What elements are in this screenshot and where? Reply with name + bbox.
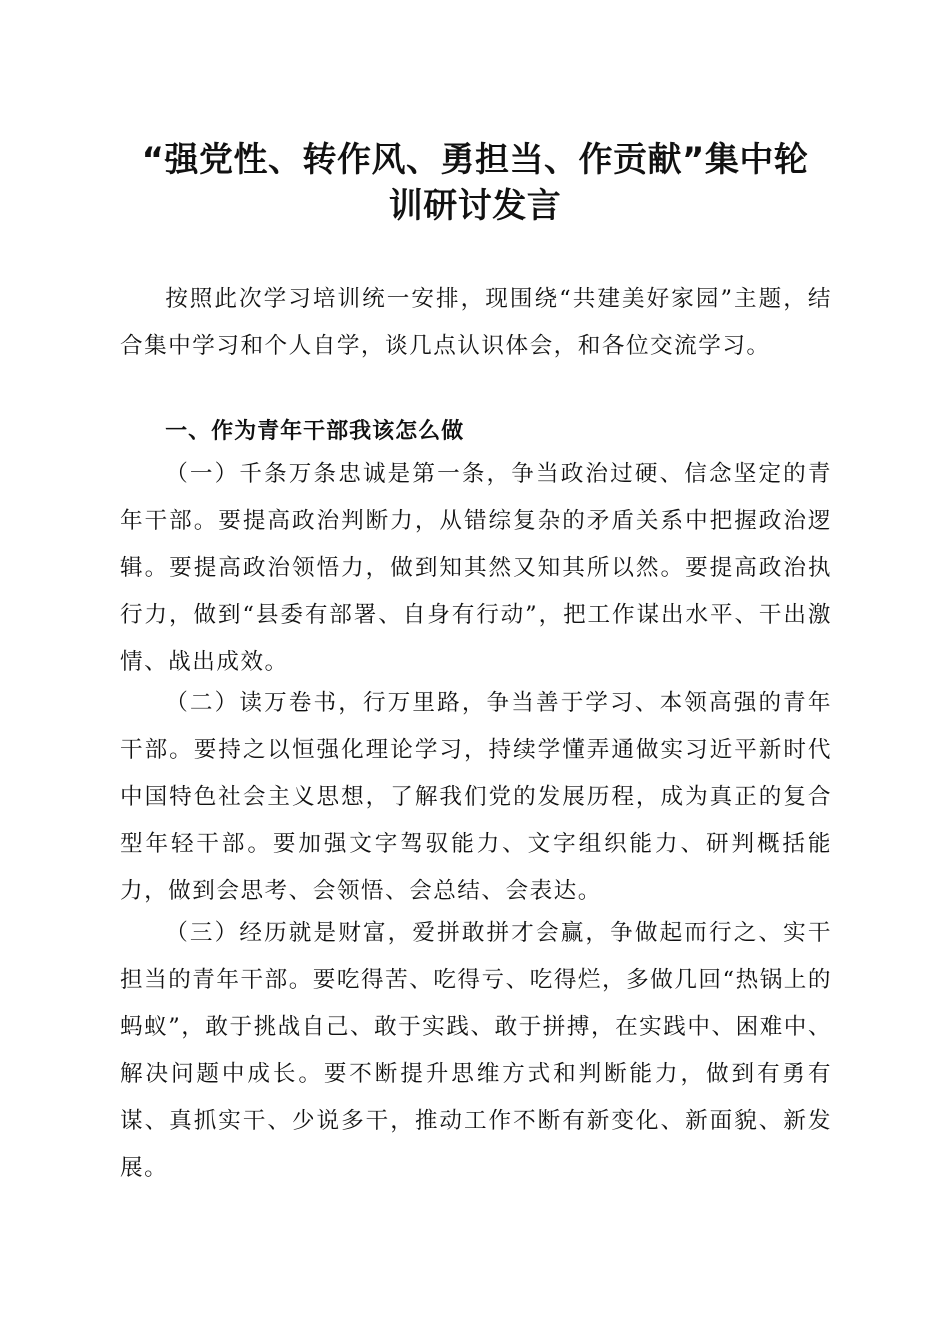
paragraph-point-3: （三）经历就是财富，爱拼敢拼才会赢，争做起而行之、实干担当的青年干部。要吃得苦、吃得亏、吃得烂，多做几回“热锅上的蚂蚁”，敢于挑战自己、敢于实践、敢于拼搏，在实践中、困难中、解决问题中成长。要不断提升思维方式和判断能力，做到有勇有谋、真抓实干、少说多干，推动工作不断有新变化、新面貌、新发展。 <box>120 920 832 1181</box>
document-title-line-1: “强党性、转作风、勇担当、作贡献”集中轮 <box>141 140 809 180</box>
document-title-line-2: 训研讨发言 <box>388 186 562 226</box>
paragraph-point-2: （二）读万卷书，行万里路，争当善于学习、本领高强的青年干部。要持之以恒强化理论学习，持续学懂弄通做实习近平新时代中国特色社会主义思想，了解我们党的发展历程，成为真正的复合型年轻干部。要加强文字驾驭能力、文字组织能力、研判概括能力，做到会思考、会领悟、会总结、会表达。 <box>120 690 832 904</box>
section-heading: 一、作为青年干部我该怎么做 <box>165 419 465 444</box>
intro-paragraph: 按照此次学习培训统一安排，现围绕“共建美好家园”主题，结合集中学习和个人自学，谈几点认识体会，和各位交流学习。 <box>120 286 832 359</box>
paragraph-point-1: （一）千条万条忠诚是第一条，争当政治过硬、信念坚定的青年干部。要提高政治判断力，从错综复杂的矛盾关系中把握政治逻辑。要提高政治领悟力，做到知其然又知其所以然。要提高政治执行力，做到“县委有部署、自身有行动”，把工作谋出水平、干出激情、战出成效。 <box>120 461 832 675</box>
